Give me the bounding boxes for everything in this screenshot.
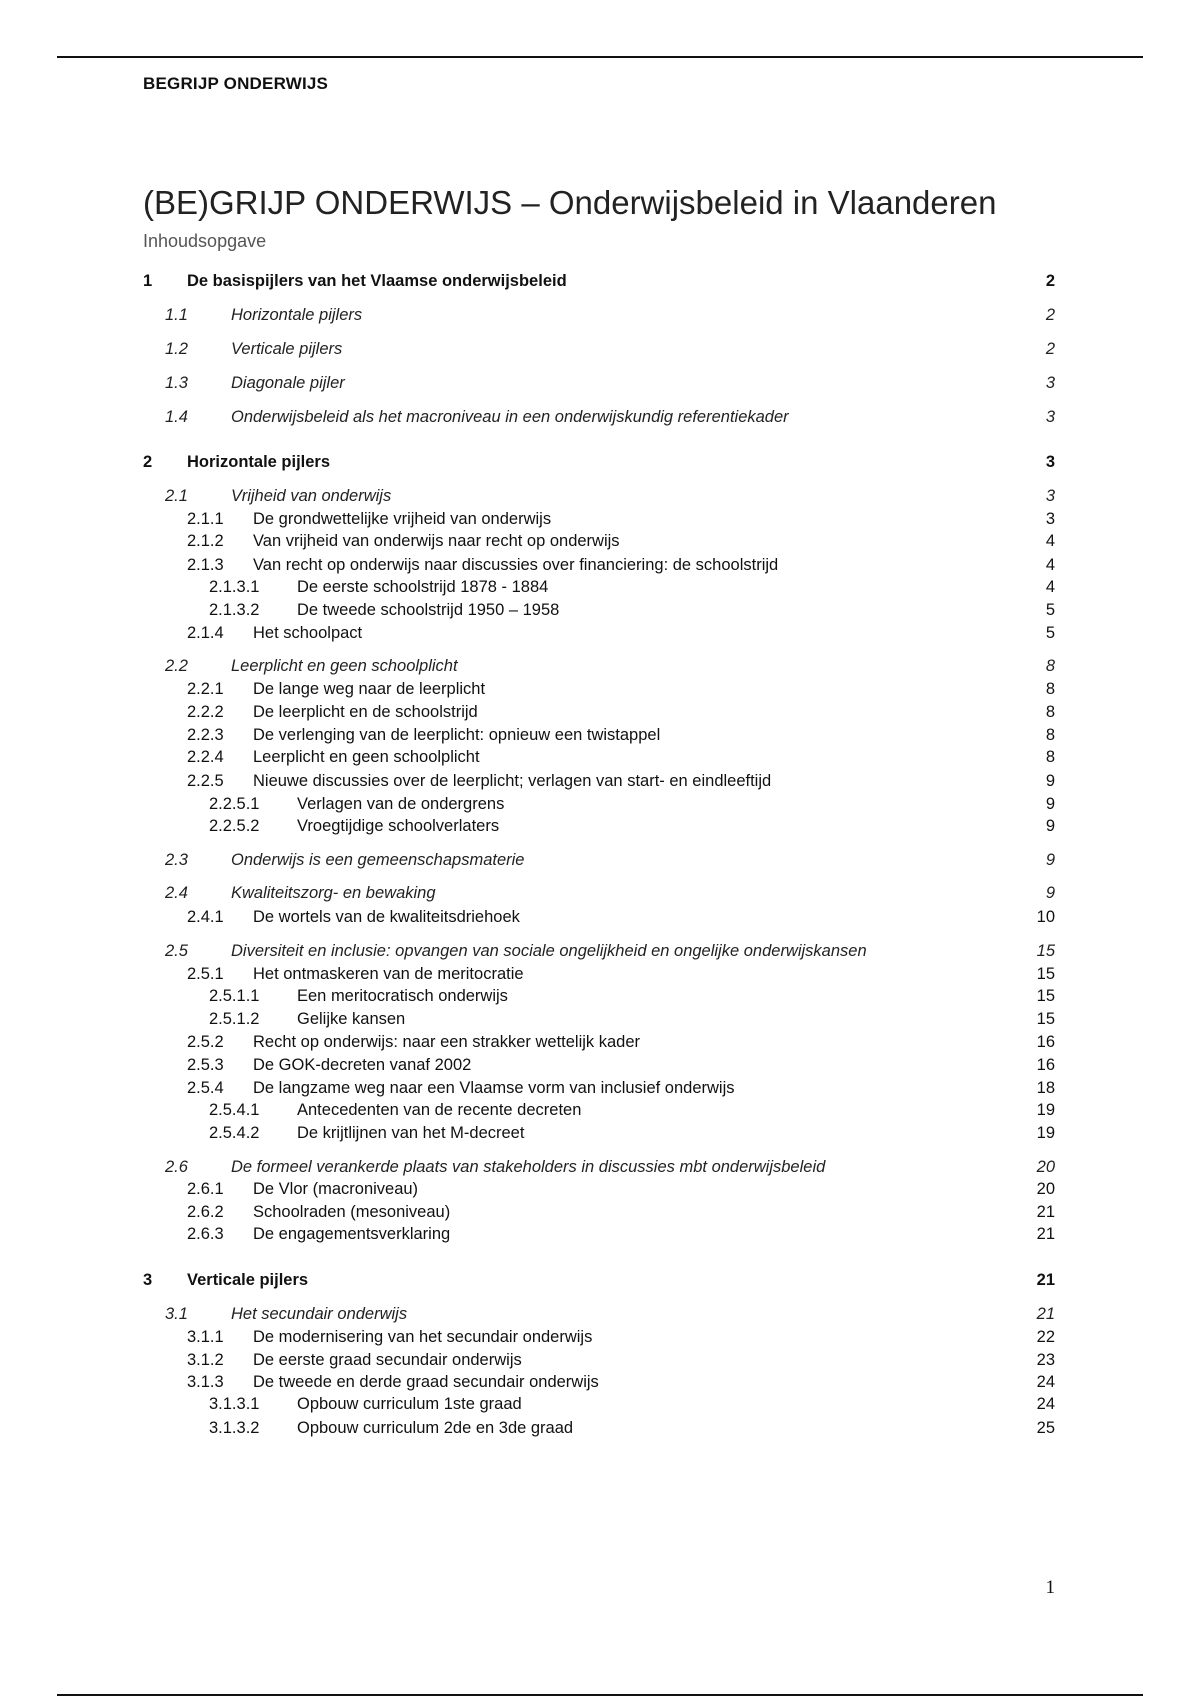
toc-entry-number: 3: [143, 1271, 153, 1289]
toc-entry-number: 2.6.3: [187, 1225, 224, 1243]
toc-entry-page: 8: [1045, 726, 1055, 744]
toc-entry[interactable]: [0, 1077, 1200, 1099]
toc-entry-page: 4: [1045, 556, 1055, 574]
toc-entry-number: 2.2.5.1: [209, 795, 260, 813]
toc-heading: Inhoudsopgave: [143, 231, 267, 251]
toc-entry[interactable]: [0, 554, 1200, 576]
toc-entry-number: 2.1.4: [187, 624, 224, 642]
toc-entry[interactable]: [0, 655, 1200, 677]
toc-entry[interactable]: [0, 793, 1200, 815]
toc-entry[interactable]: [0, 746, 1200, 768]
toc-entry[interactable]: [0, 1303, 1200, 1325]
toc-entry-page: 4: [1045, 578, 1055, 596]
toc-entry-number: 2.6: [165, 1158, 188, 1176]
toc-entry-title: De Vlor (macroniveau): [253, 1180, 419, 1198]
toc-entry[interactable]: [0, 485, 1200, 507]
toc-entry-page: 9: [1045, 795, 1055, 813]
toc-entry-number: 1.2: [165, 340, 188, 358]
toc-entry[interactable]: [0, 304, 1200, 326]
toc-entry-number: 3.1: [165, 1305, 188, 1323]
toc-entry[interactable]: [0, 963, 1200, 985]
toc-entry-number: 2.4.1: [187, 908, 224, 926]
toc-entry-number: 2.1.2: [187, 532, 224, 550]
toc-entry-number: 2.5.4: [187, 1079, 224, 1097]
toc-entry-number: 2.1.3.2: [209, 601, 260, 619]
toc-entry-number: 2.5.1.2: [209, 1010, 260, 1028]
document-title: (BE)GRIJP ONDERWIJS – Onderwijsbeleid in Vlaanderen: [143, 184, 997, 221]
toc-entry-title: Opbouw curriculum 1ste graad: [297, 1395, 522, 1413]
toc-entry-number: 3.1.3.1: [209, 1395, 260, 1413]
toc-entry[interactable]: [0, 622, 1200, 644]
toc-entry-number: 2.5.3: [187, 1056, 224, 1074]
toc-entry-number: 2.5: [165, 942, 188, 960]
toc-entry-page: 9: [1045, 884, 1055, 902]
toc-entry-title: De verlenging van de leerplicht: opnieuw een twistappel: [253, 726, 661, 744]
toc-entry-page: 16: [1036, 1056, 1055, 1074]
toc-entry-title: De eerste schoolstrijd 1878 - 1884: [297, 578, 549, 596]
toc-entry-title: Horizontale pijlers: [231, 306, 363, 324]
toc-entry-number: 2.1.3.1: [209, 578, 260, 596]
toc-entry-title: Opbouw curriculum 2de en 3de graad: [297, 1419, 574, 1437]
toc-entry-title: Diversiteit en inclusie: opvangen van sociale ongelijkheid en ongelijke onderwijskansen: [231, 942, 867, 960]
toc-entry[interactable]: [0, 1122, 1200, 1144]
toc-entry-number: 2.2.4: [187, 748, 224, 766]
toc-entry-number: 2.6.1: [187, 1180, 224, 1198]
toc-entry-page: 23: [1036, 1351, 1055, 1369]
toc-entry-page: 9: [1045, 851, 1055, 869]
toc-entry-title: Vrijheid van onderwijs: [231, 487, 392, 505]
toc-entry-title: De tweede en derde graad secundair onderwijs: [253, 1373, 599, 1391]
toc-entry-title: Verticale pijlers: [231, 340, 343, 358]
toc-entry[interactable]: [0, 1269, 1200, 1291]
toc-entry-number: 1: [143, 272, 153, 290]
toc-entry-number: 3.1.3.2: [209, 1419, 260, 1437]
toc-entry-number: 2.1.1: [187, 510, 224, 528]
toc-entry-title: Kwaliteitszorg- en bewaking: [231, 884, 436, 902]
toc-entry-page: 9: [1045, 817, 1055, 835]
toc-entry-number: 2.2.5.2: [209, 817, 260, 835]
toc-entry-title: De formeel verankerde plaats van stakeholders in discussies mbt onderwijsbeleid: [231, 1158, 826, 1176]
toc-entry-title: Horizontale pijlers: [187, 453, 331, 471]
toc-entry[interactable]: [0, 1349, 1200, 1371]
toc-entry[interactable]: [0, 770, 1200, 792]
toc-entry-title: Gelijke kansen: [297, 1010, 406, 1028]
toc-entry-title: De GOK-decreten vanaf 2002: [253, 1056, 472, 1074]
toc-entry-page: 15: [1036, 1010, 1055, 1028]
toc-entry-number: 3.1.2: [187, 1351, 224, 1369]
toc-entry-number: 2.5.4.2: [209, 1124, 260, 1142]
toc-entry-page: 8: [1045, 680, 1055, 698]
toc-entry[interactable]: [0, 1031, 1200, 1053]
toc-entry[interactable]: [0, 678, 1200, 700]
toc-entry-page: 21: [1036, 1305, 1055, 1323]
toc-entry-number: 2.4: [165, 884, 188, 902]
toc-entry-page: 15: [1036, 942, 1055, 960]
toc-entry[interactable]: [0, 451, 1200, 473]
toc-entry-page: 15: [1036, 965, 1055, 983]
toc-entry-page: 18: [1036, 1079, 1055, 1097]
toc-entry-title: Leerplicht en geen schoolplicht: [253, 748, 480, 766]
toc-entry[interactable]: [0, 1054, 1200, 1076]
toc-entry[interactable]: [0, 1326, 1200, 1348]
toc-entry-page: 8: [1045, 657, 1055, 675]
toc-entry-page: 22: [1036, 1328, 1055, 1346]
toc-entry-title: Verticale pijlers: [187, 1271, 309, 1289]
toc-entry-page: 24: [1036, 1395, 1055, 1413]
toc-entry-title: De langzame weg naar een Vlaamse vorm van inclusief onderwijs: [253, 1079, 735, 1097]
toc-entry-number: 2.5.1: [187, 965, 224, 983]
toc-entry-title: De basispijlers van het Vlaamse onderwijsbeleid: [187, 272, 567, 290]
toc-entry-page: 21: [1036, 1203, 1055, 1221]
page-number: 1: [1045, 1577, 1055, 1598]
toc-entry[interactable]: [0, 1371, 1200, 1393]
toc-entry-title: Verlagen van de ondergrens: [297, 795, 505, 813]
toc-entry-title: Schoolraden (mesoniveau): [253, 1203, 451, 1221]
toc-entry-title: Recht op onderwijs: naar een strakker wettelijk kader: [253, 1033, 641, 1051]
toc-entry-page: 2: [1045, 272, 1055, 290]
toc-entry-number: 2: [143, 453, 153, 471]
toc-entry-page: 16: [1036, 1033, 1055, 1051]
toc-entry-page: 19: [1036, 1101, 1055, 1119]
toc-entry[interactable]: [0, 576, 1200, 598]
toc-entry-title: Onderwijsbeleid als het macroniveau in een onderwijskundig referentiekader: [231, 408, 789, 426]
toc-entry-title: De engagementsverklaring: [253, 1225, 451, 1243]
toc-entry-title: De krijtlijnen van het M-decreet: [297, 1124, 525, 1142]
toc-entry-number: 2.2.2: [187, 703, 224, 721]
toc-entry-number: 2.2.3: [187, 726, 224, 744]
toc-entry[interactable]: [0, 815, 1200, 837]
toc-entry-number: 2.1.3: [187, 556, 224, 574]
toc-entry-number: 3.1.3: [187, 1373, 224, 1391]
toc-entry-title: De tweede schoolstrijd 1950 – 1958: [297, 601, 560, 619]
toc-entry-title: Het schoolpact: [253, 624, 363, 642]
toc-entry-title: Antecedenten van de recente decreten: [297, 1101, 582, 1119]
toc-entry-number: 1.1: [165, 306, 188, 324]
toc-entry-title: Het ontmaskeren van de meritocratie: [253, 965, 524, 983]
toc-entry-title: Het secundair onderwijs: [231, 1305, 408, 1323]
toc-entry-title: Van recht op onderwijs naar discussies over financiering: de schoolstrijd: [253, 556, 779, 574]
toc-entry[interactable]: [0, 701, 1200, 723]
toc-entry-number: 2.2.5: [187, 772, 224, 790]
toc-entry[interactable]: [0, 724, 1200, 746]
toc-entry-number: 2.5.4.1: [209, 1101, 260, 1119]
toc-entry[interactable]: [0, 338, 1200, 360]
toc-entry-title: Nieuwe discussies over de leerplicht; verlagen van start- en eindleeftijd: [253, 772, 772, 790]
toc-entry[interactable]: [0, 985, 1200, 1007]
toc-entry-page: 3: [1045, 453, 1055, 471]
toc-entry-number: 2.5.2: [187, 1033, 224, 1051]
toc-entry[interactable]: [0, 406, 1200, 428]
toc-entry[interactable]: [0, 1223, 1200, 1245]
toc-entry-number: 1.4: [165, 408, 188, 426]
toc-entry-number: 1.3: [165, 374, 188, 392]
toc-entry-title: Onderwijs is een gemeenschapsmaterie: [231, 851, 525, 869]
toc-entry-title: De modernisering van het secundair onderwijs: [253, 1328, 593, 1346]
toc-entry-title: Van vrijheid van onderwijs naar recht op onderwijs: [253, 532, 620, 550]
toc-entry[interactable]: [0, 1201, 1200, 1223]
toc-entry-page: 15: [1036, 987, 1055, 1005]
toc-entry-page: 20: [1036, 1158, 1055, 1176]
toc-entry-page: 3: [1045, 510, 1055, 528]
toc-entry-title: Leerplicht en geen schoolplicht: [231, 657, 458, 675]
toc-entry-number: 2.6.2: [187, 1203, 224, 1221]
toc-entry-page: 3: [1045, 374, 1055, 392]
toc-entry-number: 2.2: [165, 657, 188, 675]
toc-entry-title: De wortels van de kwaliteitsdriehoek: [253, 908, 520, 926]
toc-entry[interactable]: [0, 1008, 1200, 1030]
toc-entry-page: 20: [1036, 1180, 1055, 1198]
toc-entry-page: 3: [1045, 487, 1055, 505]
toc-entry-page: 25: [1036, 1419, 1055, 1437]
toc-entry[interactable]: [0, 1099, 1200, 1121]
toc-entry[interactable]: [0, 1393, 1200, 1415]
toc-entry[interactable]: [0, 940, 1200, 962]
toc-entry[interactable]: [0, 270, 1200, 292]
toc-entry-title: De eerste graad secundair onderwijs: [253, 1351, 522, 1369]
toc-entry-page: 9: [1045, 772, 1055, 790]
toc-entry-page: 8: [1045, 748, 1055, 766]
toc-entry-page: 3: [1045, 408, 1055, 426]
toc-entry[interactable]: [0, 849, 1200, 871]
toc-entry-title: De leerplicht en de schoolstrijd: [253, 703, 478, 721]
toc-entry-number: 2.5.1.1: [209, 987, 260, 1005]
toc-entry-page: 8: [1045, 703, 1055, 721]
toc-entry-number: 2.3: [165, 851, 188, 869]
toc-entry[interactable]: [0, 599, 1200, 621]
toc-entry[interactable]: [0, 1156, 1200, 1178]
toc-entry-page: 10: [1036, 908, 1055, 926]
toc-entry-page: 21: [1036, 1271, 1055, 1289]
toc-entry-page: 5: [1045, 624, 1055, 642]
toc-entry-title: Diagonale pijler: [231, 374, 345, 392]
toc-entry[interactable]: [0, 906, 1200, 928]
toc-entry-title: Vroegtijdige schoolverlaters: [297, 817, 500, 835]
toc-entry-title: De grondwettelijke vrijheid van onderwijs: [253, 510, 552, 528]
toc-entry[interactable]: [0, 530, 1200, 552]
toc-entry-number: 3.1.1: [187, 1328, 224, 1346]
toc-entry-title: Een meritocratisch onderwijs: [297, 987, 508, 1005]
toc-entry-number: 2.1: [165, 487, 188, 505]
toc-entry[interactable]: [0, 1417, 1200, 1439]
footer-rule: [57, 1694, 1143, 1696]
toc-entry-page: 4: [1045, 532, 1055, 550]
toc-entry[interactable]: [0, 1178, 1200, 1200]
toc-entry-page: 5: [1045, 601, 1055, 619]
toc-entry-page: 21: [1036, 1225, 1055, 1243]
toc-entry-page: 2: [1045, 306, 1055, 324]
toc-entry-page: 19: [1036, 1124, 1055, 1142]
toc-entry[interactable]: [0, 372, 1200, 394]
toc-entry-page: 2: [1045, 340, 1055, 358]
running-header: BEGRIJP ONDERWIJS: [143, 74, 329, 93]
toc-entry-page: 24: [1036, 1373, 1055, 1391]
toc-entry[interactable]: [0, 882, 1200, 904]
toc-entry-number: 2.2.1: [187, 680, 224, 698]
toc-entry[interactable]: [0, 508, 1200, 530]
toc-entry-title: De lange weg naar de leerplicht: [253, 680, 486, 698]
